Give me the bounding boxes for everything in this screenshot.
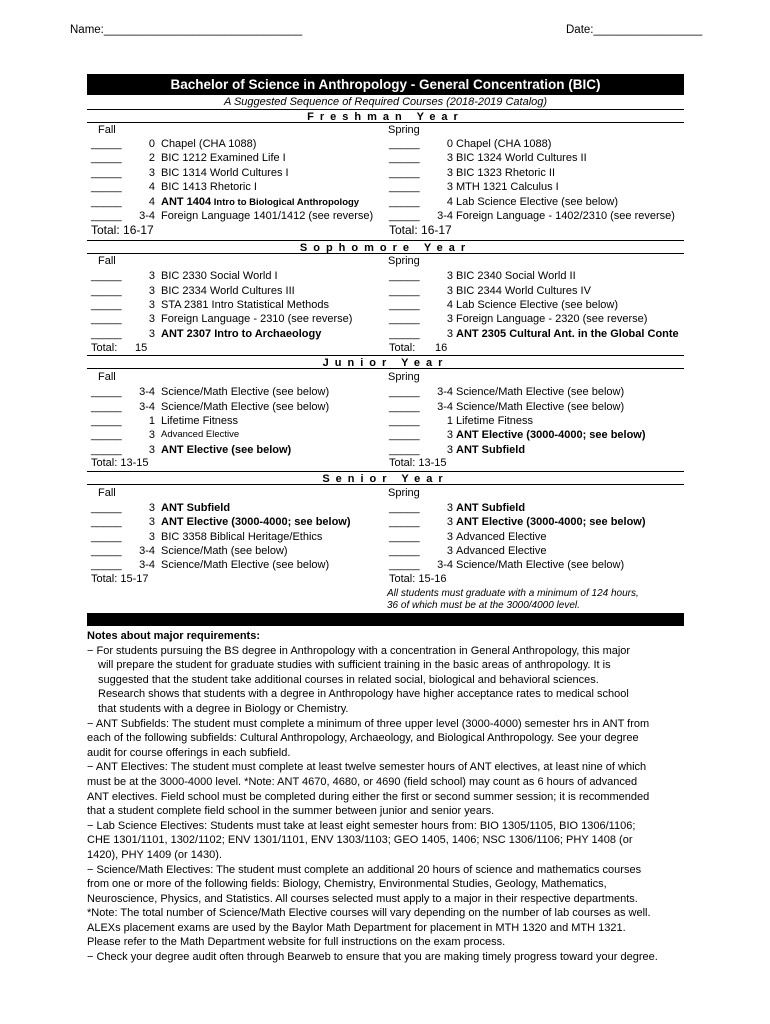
course-name: Science/Math Elective (see below) — [161, 559, 330, 571]
course-name: Lab Science Elective (see below) — [456, 299, 619, 311]
hours-blank: _____ — [389, 313, 420, 325]
hours-blank: _____ — [91, 328, 122, 340]
credit-hours: 3 — [148, 270, 155, 282]
note-text: that a student complete field school in the summer between junior and senior years. — [87, 805, 495, 818]
course-name: BIC 3358 Biblical Heritage/Ethics — [161, 531, 323, 543]
total-value: 15 — [135, 342, 148, 354]
credit-hours: 3 — [446, 444, 453, 456]
course-name — [161, 195, 359, 210]
hours-blank: _____ — [389, 270, 420, 282]
credit-hours: 3-4 — [437, 559, 453, 571]
fall-label: Fall — [98, 487, 116, 499]
note-text: − ANT Subfields: The student must complete a minimum of three upper level (3000-4000) semester hrs in ANT from — [87, 717, 650, 730]
hours-blank: _____ — [91, 559, 122, 571]
fall-total: Total: 16-17 — [91, 223, 154, 237]
hours-blank: _____ — [91, 138, 122, 150]
credit-hours: 3 — [148, 444, 155, 456]
course-name: Lifetime Fitness — [161, 415, 239, 427]
spring-total: Total: 15-16 — [389, 573, 447, 585]
hours-blank: _____ — [91, 270, 122, 282]
spring-total — [389, 342, 448, 354]
note-text: Please refer to the Math Department website for full instructions on the exam process. — [87, 936, 506, 949]
note-text: *Note: The total number of Science/Math Elective courses will vary depending on the number of lab courses as well. — [87, 907, 651, 920]
hours-blank: _____ — [91, 210, 122, 222]
course-name: ANT 2305 Cultural Ant. in the Global Conte — [456, 328, 679, 340]
hours-blank: _____ — [91, 444, 122, 456]
date-field-label: Date:_________________ — [566, 24, 703, 36]
note-text: − ANT Electives: The student must complete at least twelve semester hours of ANT electives, at least nine of which — [87, 761, 647, 774]
note-text: CHE 1301/1101, 1302/1102; ENV 1301/1101, ENV 1303/1103; GEO 1405, 1406; NSC 1306/1106; PHY 1408 (or — [87, 834, 633, 847]
note-text: must be at the 3000-4000 level. *Note: ANT 4670, 4680, or 4690 (field school) may count as 6 hours of advanced — [87, 775, 638, 788]
course-name: Foreign Language - 1402/2310 (see reverse) — [456, 210, 675, 222]
course-title: Intro to Biological Anthropology — [211, 197, 360, 208]
fall-total — [91, 342, 148, 354]
hours-blank: _____ — [91, 167, 122, 179]
course-name: MTH 1321 Calculus I — [456, 181, 559, 193]
credit-hours: 3 — [148, 167, 155, 179]
course-name: BIC 2334 World Cultures III — [161, 285, 295, 297]
credit-hours: 3-4 — [139, 559, 155, 571]
hours-blank: _____ — [389, 181, 420, 193]
credit-hours: 3 — [446, 152, 453, 164]
hours-blank: _____ — [91, 196, 122, 208]
credit-hours: 3 — [148, 313, 155, 325]
course-name: Science/Math Elective (see below) — [456, 559, 625, 571]
hours-blank: _____ — [91, 415, 122, 427]
course-code: ANT 1404 — [161, 196, 212, 208]
hours-blank: _____ — [389, 210, 420, 222]
note-text: − Lab Science Electives: Students must take at least eight semester hours from: BIO 1305/1105, BIO 1306/1106; — [87, 819, 636, 832]
hours-blank: _____ — [389, 285, 420, 297]
hours-blank: _____ — [91, 502, 122, 514]
course-name: ANT Elective (3000-4000; see below) — [456, 429, 646, 441]
note-text: each of the following subfields: Cultural Anthropology, Archaeology, and Biological Anthropology. See your degree — [87, 732, 639, 745]
fall-label: Fall — [98, 124, 116, 136]
section-divider — [87, 613, 684, 626]
credit-hours: 4 — [148, 181, 155, 193]
graduation-footnote-line2: 36 of which must be at the 3000/4000 level. — [387, 600, 580, 611]
course-name: BIC 1323 Rhetoric II — [456, 167, 556, 179]
credit-hours: 3 — [148, 328, 155, 340]
course-name: Chapel (CHA 1088) — [161, 138, 257, 150]
note-text: from one or more of the following fields: Biology, Chemistry, Environmental Studies, Geology, Mathematics, — [87, 878, 607, 891]
hours-blank: _____ — [91, 401, 122, 413]
course-name: BIC 1212 Examined Life I — [161, 152, 286, 164]
course-name: ANT Subfield — [456, 444, 526, 456]
hours-blank: _____ — [91, 386, 122, 398]
credit-hours: 4 — [148, 196, 155, 208]
course-name: ANT Subfield — [161, 502, 231, 514]
hours-blank: _____ — [389, 415, 420, 427]
spring-label: Spring — [388, 487, 420, 499]
course-name: Foreign Language - 2310 (see reverse) — [161, 313, 353, 325]
credit-hours: 3 — [446, 328, 453, 340]
course-name: BIC 1413 Rhetoric I — [161, 181, 257, 193]
note-text: ANT electives. Field school must be completed during either the first or second summer session; it is recommended — [87, 790, 650, 803]
credit-hours: 3 — [446, 181, 453, 193]
graduation-footnote-line1: All students must graduate with a minimum of 124 hours, — [387, 588, 639, 599]
hours-blank: _____ — [389, 299, 420, 311]
course-row — [389, 327, 682, 341]
hours-blank: _____ — [389, 545, 420, 557]
total-value: 16 — [435, 342, 448, 354]
credit-hours: 3-4 — [139, 401, 155, 413]
hours-blank: _____ — [389, 328, 420, 340]
year-header-freshman: Freshman Year — [87, 109, 684, 123]
fall-total: Total: 15-17 — [91, 573, 149, 585]
credit-hours: 2 — [148, 152, 155, 164]
note-text: will prepare the student for graduate studies with sufficient training in the basic areas of anthropology. It is — [98, 659, 611, 672]
credit-hours: 3 — [446, 167, 453, 179]
spring-label: Spring — [388, 255, 420, 267]
hours-blank: _____ — [91, 313, 122, 325]
course-name: ANT Subfield — [456, 502, 526, 514]
credit-hours: 1 — [148, 415, 155, 427]
spring-label: Spring — [388, 371, 420, 383]
course-name: BIC 1324 World Cultures II — [456, 152, 587, 164]
total-label: Total: — [389, 342, 416, 354]
credit-hours: 3 — [446, 270, 453, 282]
hours-blank: _____ — [91, 516, 122, 528]
credit-hours: 3 — [446, 545, 453, 557]
course-name: ANT Elective (see below) — [161, 444, 292, 456]
credit-hours: 3 — [446, 516, 453, 528]
course-name: ANT Elective (3000-4000; see below) — [161, 516, 351, 528]
course-name: Science/Math Elective (see below) — [456, 386, 625, 398]
note-text: ALEXs placement exams are used by the Baylor Math Department for placement in MTH 1320 and MTH 1321. — [87, 921, 626, 934]
credit-hours: 3-4 — [437, 210, 453, 222]
hours-blank: _____ — [91, 545, 122, 557]
course-name: Science/Math (see below) — [161, 545, 288, 557]
page-subtitle: A Suggested Sequence of Required Courses (2018-2019 Catalog) — [223, 96, 548, 108]
credit-hours: 3-4 — [139, 210, 155, 222]
course-name: Science/Math Elective (see below) — [161, 401, 330, 413]
hours-blank: _____ — [389, 401, 420, 413]
hours-blank: _____ — [389, 386, 420, 398]
notes-section — [87, 629, 687, 965]
course-name: Lifetime Fitness — [456, 415, 534, 427]
page-title: Bachelor of Science in Anthropology - General Concentration (BIC) — [87, 74, 684, 95]
fall-total: Total: 13-15 — [91, 457, 149, 469]
hours-blank: _____ — [91, 285, 122, 297]
credit-hours: 4 — [446, 299, 453, 311]
course-name: BIC 2340 Social World II — [456, 270, 576, 282]
hours-blank: _____ — [389, 152, 420, 164]
course-name: Foreign Language 1401/1412 (see reverse) — [161, 210, 374, 222]
spring-total: Total: 16-17 — [389, 223, 452, 237]
credit-hours: 3 — [446, 502, 453, 514]
hours-blank: _____ — [91, 152, 122, 164]
course-name: Advanced Elective — [456, 545, 547, 557]
credit-hours: 3 — [446, 285, 453, 297]
notes-heading: Notes about major requirements: — [87, 630, 260, 642]
hours-blank: _____ — [389, 167, 420, 179]
course-name: ANT 2307 Intro to Archaeology — [161, 328, 322, 340]
credit-hours: 3 — [446, 313, 453, 325]
year-header-sophomore: Sophomore Year — [87, 240, 684, 254]
course-name: Science/Math Elective (see below) — [161, 386, 330, 398]
note-text: suggested that the student take additional courses in related social, biological and behavioral sciences. — [98, 673, 599, 686]
credit-hours: 3 — [446, 531, 453, 543]
credit-hours: 3 — [446, 429, 453, 441]
course-name: Science/Math Elective (see below) — [456, 401, 625, 413]
hours-blank: _____ — [389, 559, 420, 571]
credit-hours: 3 — [148, 429, 155, 441]
note-text: − For students pursuing the BS degree in Anthropology with a concentration in General Anthropology, this major — [87, 644, 631, 657]
hours-blank: _____ — [91, 531, 122, 543]
hours-blank: _____ — [389, 429, 420, 441]
credit-hours: 3-4 — [139, 386, 155, 398]
credit-hours: 3-4 — [437, 386, 453, 398]
credit-hours: 3-4 — [437, 401, 453, 413]
credit-hours: 1 — [446, 415, 453, 427]
name-field-label: Name:_______________________________ — [70, 24, 303, 36]
credit-hours: 3 — [148, 285, 155, 297]
course-name: Lab Science Elective (see below) — [456, 196, 619, 208]
note-text: Research shows that students with a degree in Anthropology have higher acceptance rates to medical school — [98, 688, 629, 701]
course-name: Foreign Language - 2320 (see reverse) — [456, 313, 648, 325]
hours-blank: _____ — [389, 502, 420, 514]
total-label: Total: — [91, 342, 118, 354]
credit-hours: 0 — [148, 138, 155, 150]
year-header-junior: Junior Year — [87, 355, 684, 369]
note-text: 1420), PHY 1409 (or 1430). — [87, 848, 222, 861]
course-name: ANT Elective (3000-4000; see below) — [456, 516, 646, 528]
credit-hours: 3-4 — [139, 545, 155, 557]
hours-blank: _____ — [91, 181, 122, 193]
course-name: STA 2381 Intro Statistical Methods — [161, 299, 329, 311]
course-name: BIC 1314 World Cultures I — [161, 167, 289, 179]
credit-hours: 3 — [148, 531, 155, 543]
note-text: Neuroscience, Physics, and Statistics. All courses selected must apply to a major in their respective departments. — [87, 892, 638, 905]
spring-total: Total: 13-15 — [389, 457, 447, 469]
credit-hours: 3 — [148, 516, 155, 528]
fall-label: Fall — [98, 371, 116, 383]
note-text: − Science/Math Electives: The student must complete an additional 20 hours of science and mathematics courses — [87, 863, 642, 876]
credit-hours: 0 — [446, 138, 453, 150]
credit-hours: 3 — [148, 502, 155, 514]
fall-label: Fall — [98, 255, 116, 267]
note-text: − Check your degree audit often through Bearweb to ensure that you are making timely progress toward your degree. — [87, 951, 658, 964]
note-text: that students with a degree in Biology or Chemistry. — [98, 702, 349, 715]
credit-hours: 4 — [446, 196, 453, 208]
hours-blank: _____ — [389, 516, 420, 528]
hours-blank: _____ — [91, 299, 122, 311]
hours-blank: _____ — [91, 429, 122, 441]
course-name: Chapel (CHA 1088) — [456, 138, 552, 150]
note-text: audit for course offerings in each subfield. — [87, 746, 291, 759]
spring-label: Spring — [388, 124, 420, 136]
course-name: BIC 2330 Social World I — [161, 270, 278, 282]
course-name: Advanced Elective — [161, 429, 240, 440]
hours-blank: _____ — [389, 444, 420, 456]
year-header-senior: Senior Year — [87, 471, 684, 485]
course-name: BIC 2344 World Cultures IV — [456, 285, 591, 297]
credit-hours: 3 — [148, 299, 155, 311]
hours-blank: _____ — [389, 196, 420, 208]
hours-blank: _____ — [389, 531, 420, 543]
course-name: Advanced Elective — [456, 531, 547, 543]
hours-blank: _____ — [389, 138, 420, 150]
